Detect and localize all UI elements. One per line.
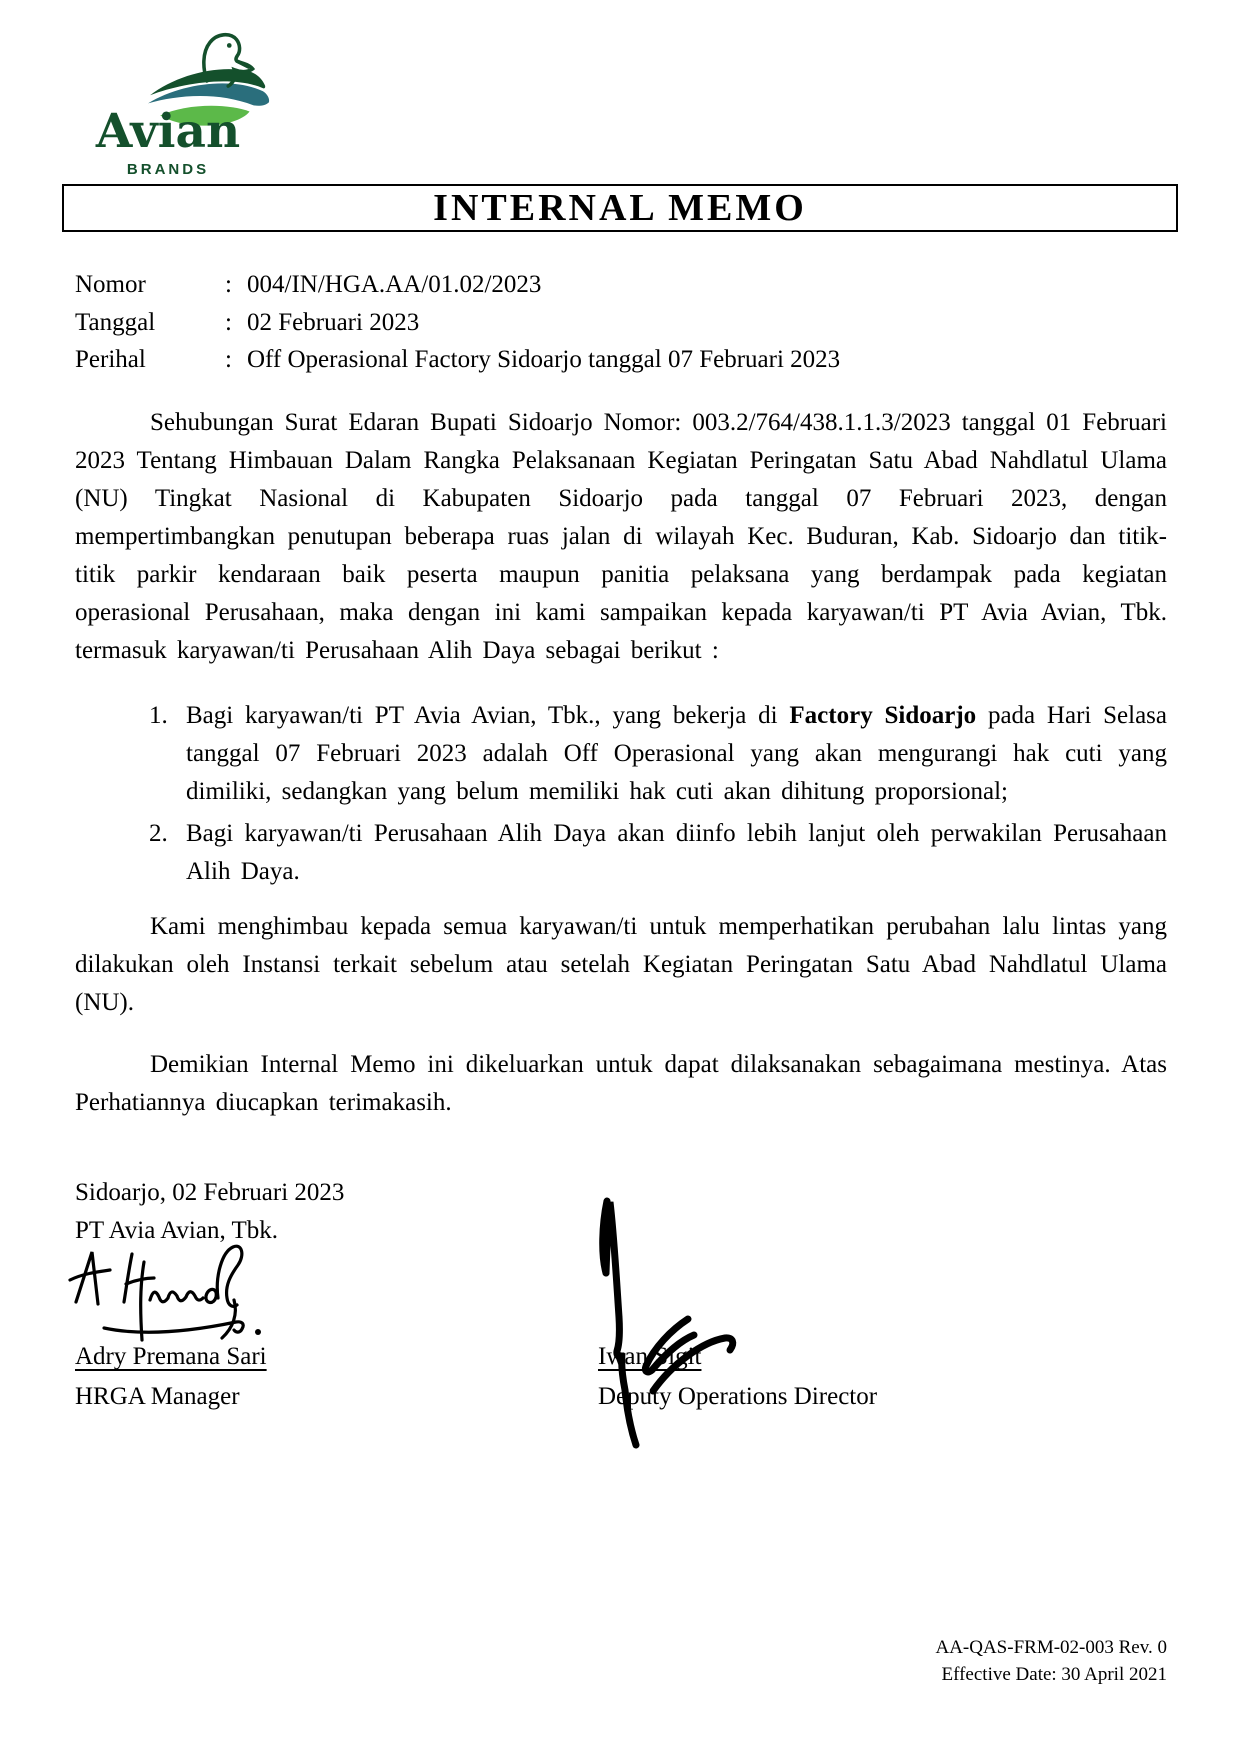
list-item-text [186, 702, 1167, 805]
closing-block [75, 1174, 344, 1250]
footer-doc-code: AA-QAS-FRM-02-003 Rev. 0 [935, 1637, 1167, 1658]
closing-company: PT Avia Avian, Tbk. [75, 1217, 279, 1244]
footer-effective-date: Effective Date: 30 April 2021 [941, 1664, 1167, 1685]
numbered-list [149, 697, 1167, 891]
meta-row-tanggal [75, 304, 840, 342]
list-text-bold: Factory Sidoarjo [789, 702, 977, 729]
signature-adry-icon [58, 1240, 274, 1360]
paragraph-opening: Sehubungan Surat Edaran Bupati Sidoarjo Nomor: 003.2/764/438.1.1.3/2023 tanggal 01 Februari 2023 Tentang Himbauan Dalam Rangka Pelaksanaan Kegiatan Peringatan Satu Abad Nahdlatul Ulama (NU) Tingkat Nasional di Kabupaten Sidoarjo pada tanggal 07 Februari 2023, dengan mempertimbangkan penutupan beberapa ruas jalan di wilayah Kec. Buduran, Kab. Sidoarjo dan titik-titik parkir kendaraan baik peserta maupun panitia pelaksana yang berdampak pada kegiatan operasional Perusahaan, maka dengan ini kami sampaikan kepada karyawan/ti PT Avia Avian, Tbk. termasuk karyawan/ti Perusahaan Alih Daya sebagai berikut : [75, 409, 1167, 664]
memo-meta [75, 266, 840, 379]
list-number: 1. [149, 702, 168, 729]
paragraph-advisory: Kami menghimbau kepada semua karyawan/ti untuk memperhatikan perubahan lalu lintas yang dilakukan oleh Instansi terkait sebelum atau setelah Kegiatan Peringatan Satu Abad Nahdlatul Ulama (NU). [75, 913, 1167, 1016]
list-item [149, 815, 1167, 891]
brand-subtitle: BRANDS [126, 161, 210, 178]
meta-row-perihal [75, 341, 840, 379]
meta-colon: : [225, 308, 232, 336]
meta-row-nomor [75, 266, 840, 304]
meta-label: Perihal [75, 346, 146, 373]
brand-name: Avian [95, 104, 241, 159]
meta-label: Nomor [75, 271, 146, 298]
meta-label: Tanggal [75, 308, 156, 336]
list-text-before: Bagi karyawan/ti PT Avia Avian, Tbk., yang bekerja di [186, 702, 790, 729]
list-item-text [186, 820, 1167, 885]
signer-title-adry: HRGA Manager [75, 1383, 240, 1410]
document-footer [935, 1634, 1167, 1688]
closing-place-date: Sidoarjo, 02 Februari 2023 [75, 1179, 345, 1206]
duck-eye [227, 43, 232, 48]
meta-value: Off Operasional Factory Sidoarjo tanggal 07 Februari 2023 [247, 346, 841, 373]
meta-colon: : [225, 271, 232, 298]
signer-title-iwan: Deputy Operations Director [598, 1383, 878, 1410]
list-text-before: Bagi karyawan/ti Perusahaan Alih Daya akan diinfo lebih lanjut oleh perwakilan Perusahaan Alih Daya. [186, 820, 1167, 885]
meta-value: 02 Februari 2023 [247, 308, 420, 336]
signer-name-iwan: Iwan Sigit [598, 1343, 702, 1370]
signature-iwan-icon [596, 1193, 748, 1458]
memo-title-box [62, 184, 1178, 232]
signer-name-adry: Adry Premana Sari [75, 1343, 267, 1370]
list-text-after: pada Hari Selasa tanggal 07 Februari 2023 adalah Off Operasional yang akan mengurangi hak cuti yang dimiliki, sedangkan yang belum memiliki hak cuti akan dihitung proporsional; [186, 702, 1167, 805]
meta-colon: : [225, 346, 232, 373]
list-number: 2. [149, 820, 168, 847]
list-item [149, 697, 1167, 811]
meta-value: 004/IN/HGA.AA/01.02/2023 [247, 271, 542, 298]
page-title: INTERNAL MEMO [433, 187, 807, 229]
paragraph-closing: Demikian Internal Memo ini dikeluarkan untuk dapat dilaksanakan sebagaimana mestinya. Atas Perhatiannya diucapkan terimakasih. [75, 1051, 1167, 1116]
